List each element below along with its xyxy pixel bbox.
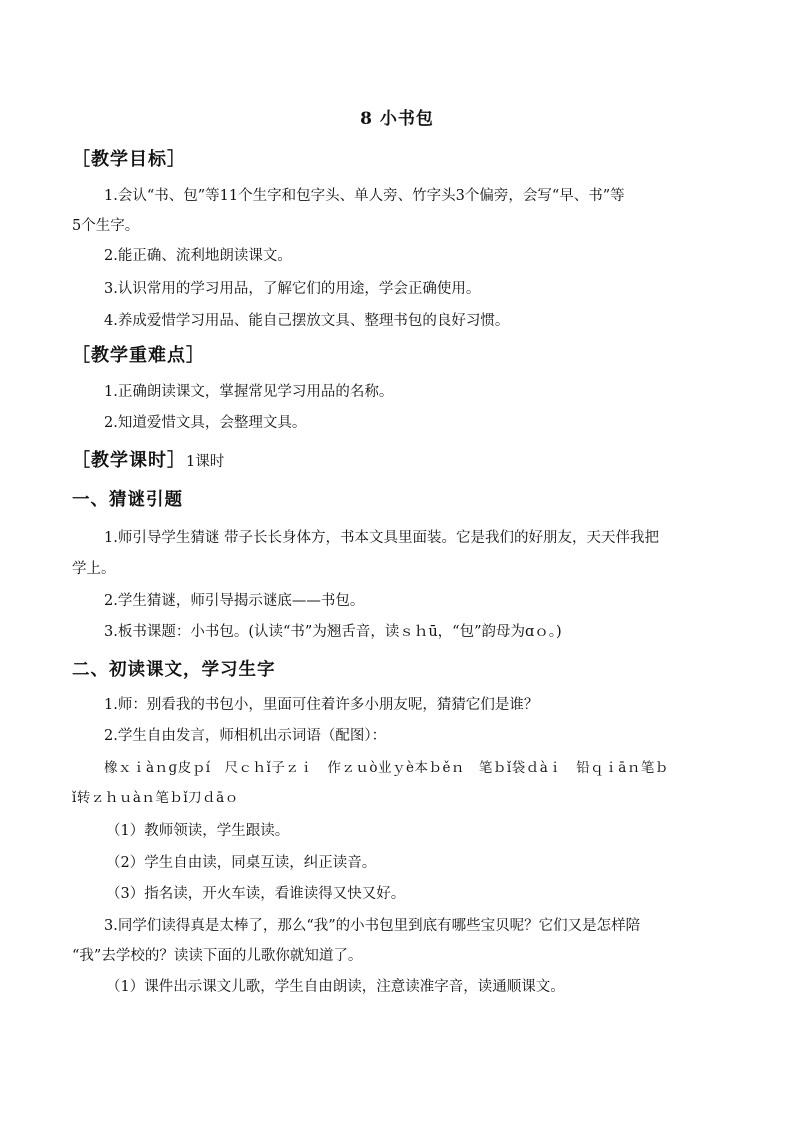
section-1-item-3: 3.板书课题：小书包。(认读“书”为翘舌音，读ｓｈū，“包”韵母为ɑｏ。) [104, 624, 562, 640]
objective-4: 4.养成爱惜学习用品、能自己摆放文具、整理书包的良好习惯。 [104, 313, 510, 329]
section-2-item-3-line-2: “我”去学校的？读读下面的儿歌你就知道了。 [72, 948, 363, 964]
objectives-heading: ［教学目标］ [72, 149, 186, 170]
section-1-item-2: 2.学生猜谜，师引导揭示谜底——书包。 [104, 593, 365, 609]
objective-2: 2.能正确、流利地朗读课文。 [104, 248, 292, 264]
class-hours-line [72, 451, 732, 472]
class-hours-heading: ［教学课时］ [72, 450, 186, 471]
vocabulary-line-2: ǐ转ｚｈｕàｎ笔ｂǐ刀ｄāｏ [72, 790, 239, 806]
section-2-sub-2: （2）学生自由读，同桌互读，纠正读音。 [106, 855, 377, 871]
section-2-heading: 二、初读课文，学习生字 [72, 660, 276, 680]
section-2-sub-3: （3）指名读，开火车读，看谁读得又快又好。 [106, 886, 406, 902]
key-point-1: 1.正确朗读课文，掌握常见学习用品的名称。 [104, 384, 394, 400]
section-2-sub-1: （1）教师领读，学生跟读。 [106, 823, 290, 839]
vocabulary-line-1: 橡ｘｉàｎɡ皮ｐí 尺ｃｈǐ子ｚｉ 作ｚｕò业ｙè本ｂěｎ 笔ｂǐ袋ｄàｉ 铅ｑｉāｎ笔ｂ [104, 760, 669, 776]
section-1-item-1-line-2: 学上。 [72, 561, 116, 577]
section-2-item-2: 2.学生自由发言，师相机出示词语（配图）： [104, 728, 387, 744]
key-points-heading: ［教学重难点］ [72, 345, 205, 366]
class-hours-value: 1课时 [186, 454, 225, 470]
section-1-heading: 一、猜谜引题 [72, 490, 183, 510]
objective-3: 3.认识常用的学习用品，了解它们的用途，学会正确使用。 [104, 281, 481, 297]
section-2-item-3-line-1: 3.同学们读得真是太棒了，那么“我”的小书包里到底有哪些宝贝呢？它们又是怎样陪 [104, 918, 641, 934]
objective-1-line-2: 5个生字。 [72, 218, 140, 234]
section-2-item-3-sub-1: （1）课件出示课文儿歌，学生自由朗读，注意读准字音，读通顺课文。 [106, 979, 565, 995]
objective-1-line-1: 1.会认“书、包”等11个生字和包字头、单人旁、竹字头3个偏旁，会写“早、书”等 [104, 188, 625, 204]
page-title: 8 小书包 [360, 109, 434, 129]
section-1-item-1-line-1: 1.师引导学生猜谜 带子长长身体方，书本文具里面装。它是我们的好朋友，天天伴我把 [104, 530, 659, 546]
section-2-item-1: 1.师：别看我的书包小，里面可住着许多小朋友呢，猜猜它们是谁？ [104, 697, 539, 713]
key-point-2: 2.知道爱惜文具，会整理文具。 [104, 415, 307, 431]
